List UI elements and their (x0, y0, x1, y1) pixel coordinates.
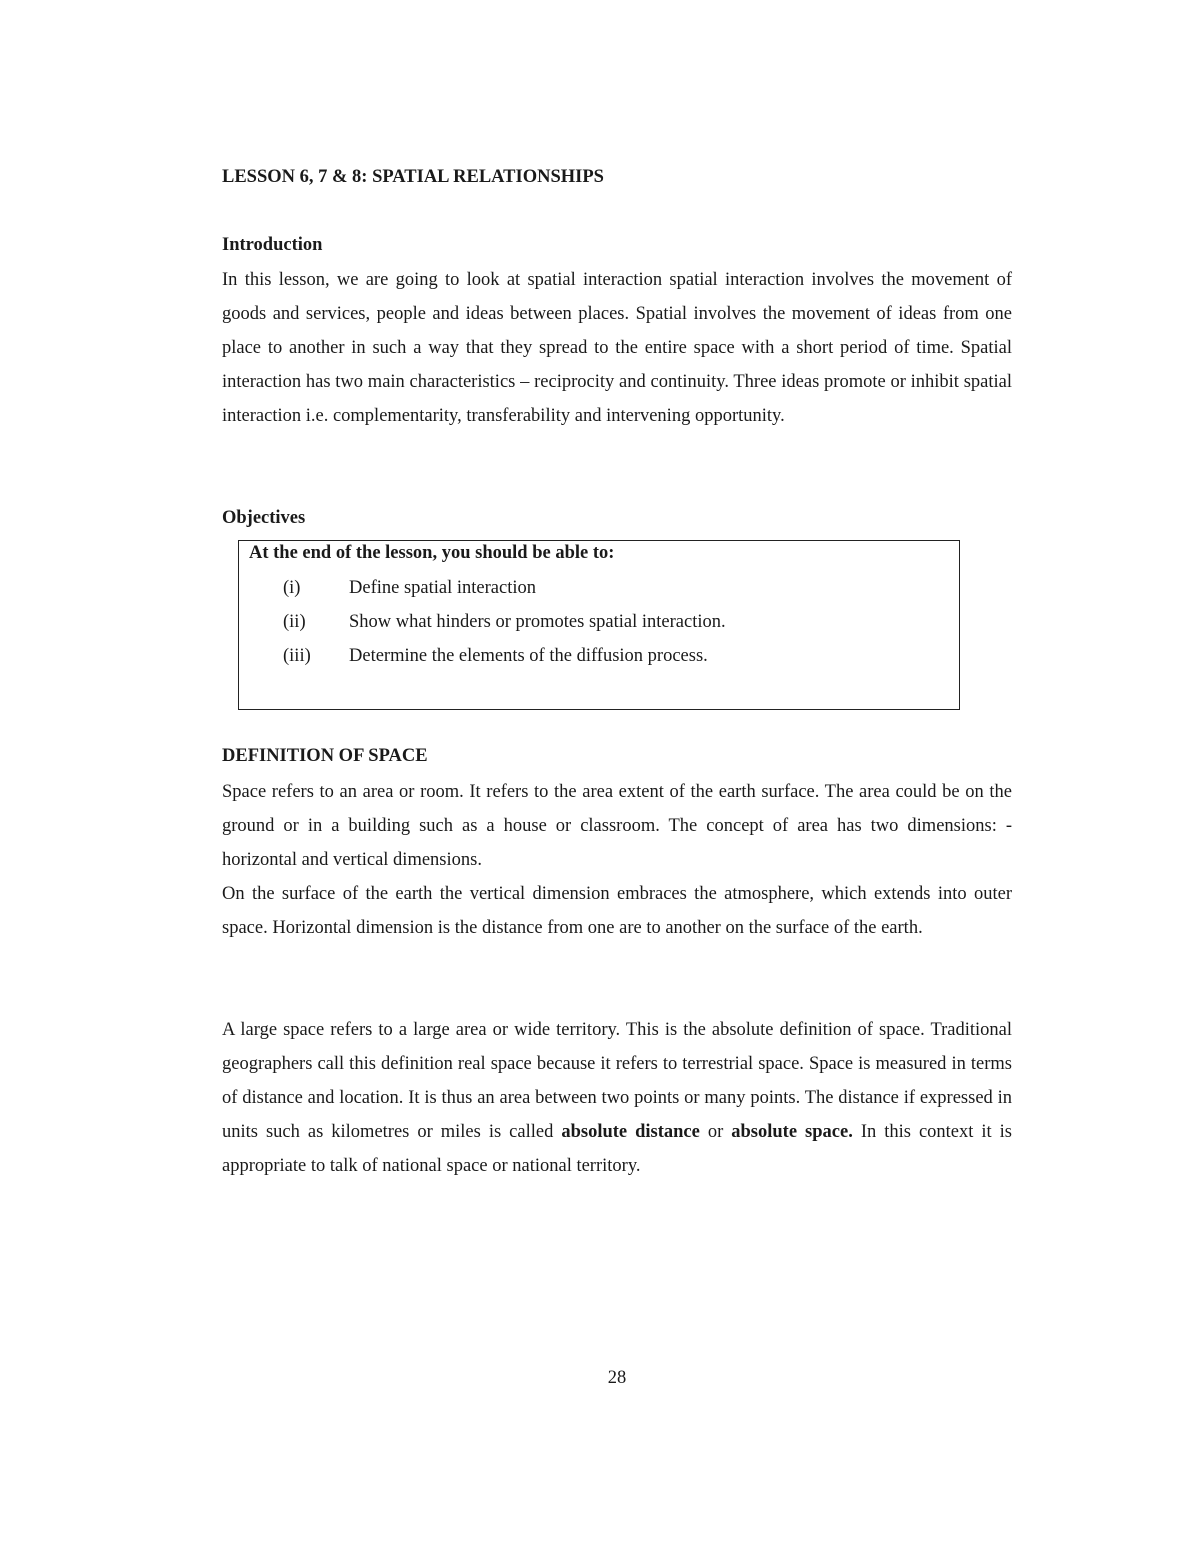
objective-item (239, 639, 939, 673)
definition-paragraph-2: On the surface of the earth the vertical dimension embraces the atmosphere, which extends into outer space. Horizontal dimension is the distance from one are to another on the surface of the earth. (222, 884, 1012, 938)
objectives-lead: At the end of the lesson, you should be able to: (249, 543, 615, 563)
page-number: 28 (607, 1368, 627, 1388)
objective-text: Define spatial interaction (349, 578, 536, 598)
objective-item (239, 571, 939, 605)
paragraph-text: or (699, 1122, 732, 1142)
objectives-list (239, 571, 939, 673)
lesson-title: LESSON 6, 7 & 8: SPATIAL RELATIONSHIPS (222, 167, 604, 187)
absolute-space-term: absolute space. (731, 1122, 853, 1142)
definition-heading: DEFINITION OF SPACE (222, 746, 428, 766)
absolute-distance-term: absolute distance (561, 1122, 700, 1142)
definition-paragraph-3 (222, 1013, 1012, 1183)
paragraph-text: In this context it is appropriate to talk of national space or national territory. (222, 1122, 1013, 1176)
paragraph-text: A large space refers to a large area or wide territory. This is the absolute definition of space. Traditional geographers call this definition real space because it refers to terrestrial space. Space is measured in terms of distance and location. It is thus an area between two points or many points. The distance if expressed in units such as kilometres or miles is called (222, 1020, 1012, 1142)
introduction-paragraph: In this lesson, we are going to look at spatial interaction spatial interaction involves the movement of goods and services, people and ideas between places. Spatial involves the movement of ideas from one place to another in such a way that they spread to the entire space with a short period of time. Spatial interaction has two main characteristics – reciprocity and continuity. Three ideas promote or inhibit spatial interaction i.e. complementarity, transferability and intervening opportunity. (222, 270, 1012, 426)
objective-text: Determine the elements of the diffusion process. (349, 646, 708, 666)
objective-number: (i) (283, 578, 301, 598)
introduction-heading: Introduction (222, 235, 323, 255)
objective-text: Show what hinders or promotes spatial interaction. (349, 612, 726, 632)
objective-number: (ii) (283, 612, 306, 632)
objectives-box (238, 540, 960, 710)
objectives-heading: Objectives (222, 508, 306, 528)
objective-item (239, 605, 939, 639)
definition-paragraph-1: Space refers to an area or room. It refers to the area extent of the earth surface. The area could be on the ground or in a building such as a house or classroom. The concept of area has two dimensions: - horizontal and vertical dimensions. (222, 782, 1012, 870)
document-page (222, 0, 1012, 1553)
objective-number: (iii) (283, 646, 311, 666)
